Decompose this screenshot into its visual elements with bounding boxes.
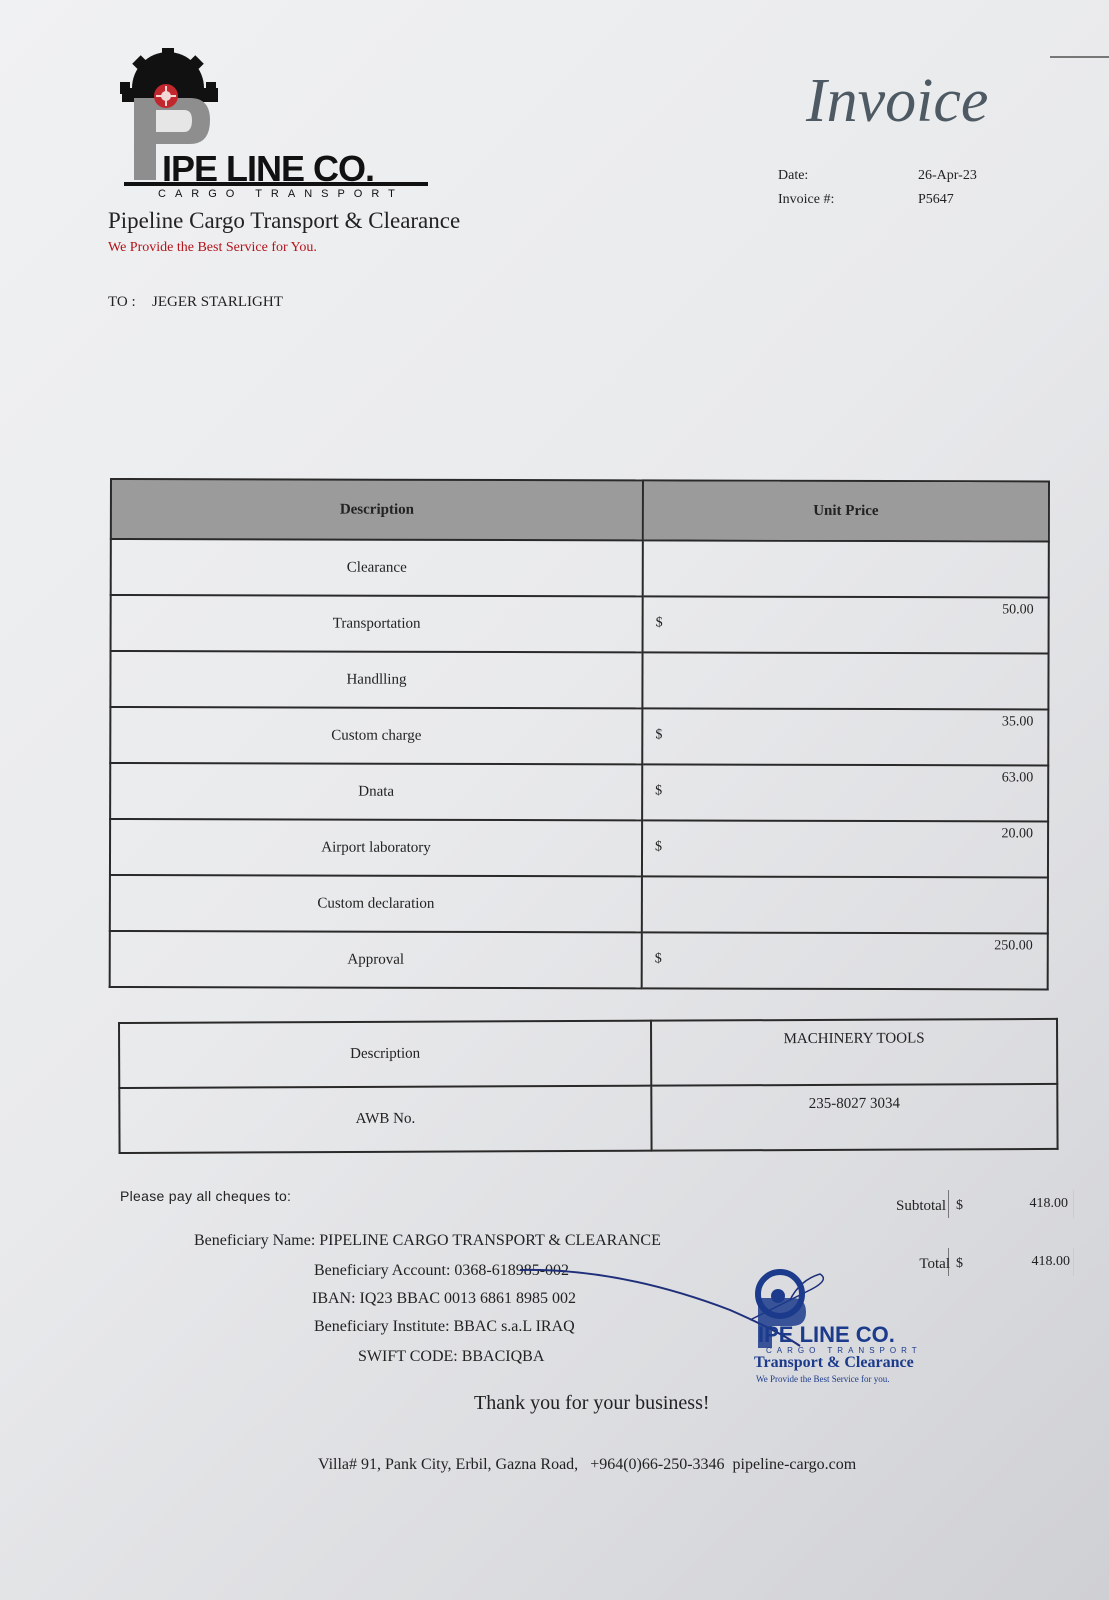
item-price: 35.00 [1001,714,1034,730]
info-value: MACHINERY TOOLS [651,1019,1057,1086]
item-currency: $ [654,951,662,967]
table-row [110,875,1048,933]
item-price-cell [642,820,1048,877]
company-stamp [700,1268,960,1418]
item-description: Handlling [110,651,642,708]
table-row [111,539,1049,597]
item-description: Custom charge [110,707,642,764]
company-tagline: We Provide the Best Service for You. [108,240,317,255]
invoice-title: Invoice [806,67,989,135]
recipient-name: JEGER STARLIGHT [152,294,283,310]
item-currency: $ [655,839,663,855]
footer-contact [318,1456,856,1474]
table-row [111,595,1049,653]
item-price-cell [642,764,1048,821]
company-name: Pipeline Cargo Transport & Clearance [108,208,461,233]
iban: IBAN: IQ23 BBAC 0013 6861 8985 002 [312,1290,577,1307]
date-value: 26-Apr-23 [918,168,977,183]
items-table-header [111,479,1049,541]
item-price: 20.00 [1001,826,1034,842]
total-currency: $ [956,1256,963,1271]
subtotal-label: Subtotal [895,1198,946,1214]
item-currency: $ [655,727,663,743]
item-price-cell [643,596,1049,653]
recipient-label: TO : [108,294,136,310]
beneficiary-account: Beneficiary Account: 0368-618985-002 [314,1262,570,1279]
item-currency: $ [655,783,663,799]
item-description: Transportation [111,595,643,652]
header-description: Description [111,479,643,540]
info-label: AWB No. [119,1086,651,1153]
item-price: 50.00 [1002,602,1034,618]
footer-address: Villa# 91, Pank City, Erbil, Gazna Road, [318,1456,579,1473]
header-unit-price: Unit Price [643,480,1049,541]
recipient [108,294,283,311]
stamp-line-2: CARGO TRANSPORT [766,1346,922,1355]
date-label: Date: [778,168,809,183]
table-row [119,1019,1057,1088]
item-price-cell [642,932,1048,989]
table-row [110,707,1048,765]
item-description: Airport laboratory [110,819,642,876]
logo-text: IPE LINE CO. [162,148,375,189]
table-row [110,763,1048,821]
swift-code: SWIFT CODE: BBACIQBA [358,1348,545,1365]
stamp-line-3: Transport & Clearance [754,1354,914,1371]
subtotal-currency: $ [956,1198,963,1213]
total-value: 418.00 [1031,1254,1070,1269]
table-row [110,819,1048,877]
total-label: Total [919,1256,950,1272]
items-table [109,478,1050,990]
footer-website: pipeline-cargo.com [732,1456,857,1473]
item-price-cell [642,708,1048,765]
item-description: Dnata [110,763,642,820]
beneficiary-institute: Beneficiary Institute: BBAC s.a.L IRAQ [314,1318,575,1335]
item-description: Custom declaration [110,875,642,932]
subtotal-value: 418.00 [1029,1196,1068,1211]
table-row [110,651,1048,709]
table-row [119,1084,1057,1153]
logo-subtitle: CARGO TRANSPORT [158,188,404,200]
corner-mark [1050,56,1109,58]
pay-cheques-to: Please pay all cheques to: [120,1188,292,1204]
item-description: Clearance [111,539,643,596]
item-price-cell [642,652,1048,709]
shipment-info-table [118,1018,1059,1154]
invoice-number-value: P5647 [918,192,954,207]
footer-phone: +964(0)66-250-3346 [590,1456,725,1473]
stamp-line-4: We Provide the Best Service for you. [756,1374,890,1384]
info-label: Description [119,1021,651,1088]
beneficiary-name: Beneficiary Name: PIPELINE CARGO TRANSPORT & CLEARANCE [194,1232,661,1249]
invoice-number-label: Invoice #: [778,192,835,207]
item-description: Approval [110,931,642,988]
table-row [110,931,1048,989]
info-value: 235-8027 3034 [651,1084,1057,1151]
stamp-line-1: IPE LINE CO. [758,1322,895,1347]
item-price: 63.00 [1001,770,1034,786]
item-price: 250.00 [994,938,1033,954]
item-price-cell [643,540,1049,597]
thank-you-note: Thank you for your business! [474,1392,710,1414]
item-price-cell [642,876,1048,933]
item-currency: $ [655,615,663,631]
